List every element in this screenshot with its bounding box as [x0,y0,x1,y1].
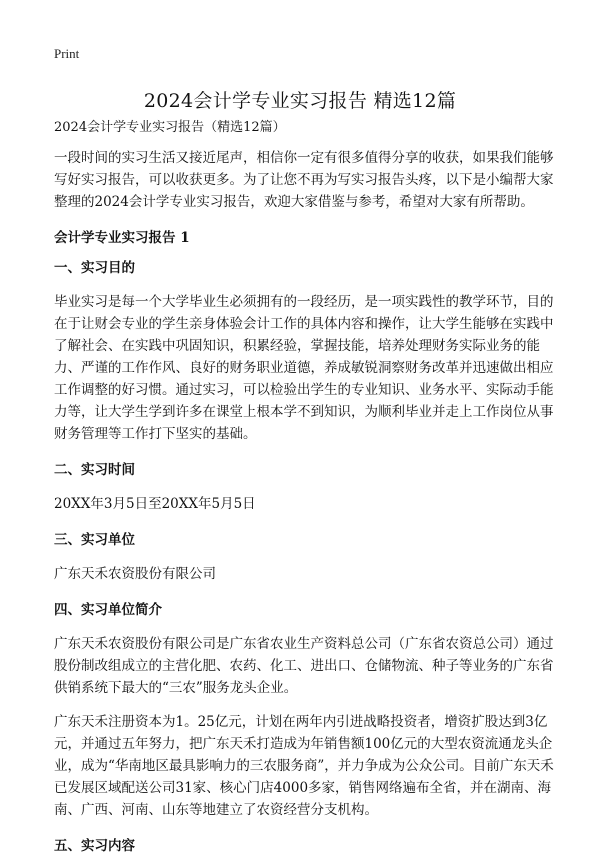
report-heading: 会计学专业实习报告 1 [54,230,190,246]
section-heading-time: 二、实习时间 [54,462,135,478]
print-link[interactable]: Print [54,46,80,61]
section-heading-purpose: 一、实习目的 [54,260,135,276]
section-text-time: 20XX年3月5日至20XX年5月5日 [54,496,256,512]
section-text-unit: 广东天禾农资股份有限公司 [54,566,216,582]
section-heading-company-intro: 四、实习单位简介 [54,602,162,618]
section-heading-content: 五、实习内容 [54,838,135,854]
page-title: 2024会计学专业实习报告 精选12篇 [143,90,457,112]
section-text-company-intro-2: 广东天禾注册资本为1。25亿元，计划在两年内引进战略投资者，增资扩股达到3亿元，并通过五年努力，把广东天禾打造成为年销售额100亿元的大型农资流通龙头企业，成为“华南地区最具影响力的三农服务商”，并力争成为公众公司。目前广东天禾已发展区域配送公司31家、核心门店4000多家，销售网络遍布全省，并在湖南、海南、广西、河南、山东等地建立了农资经营分支机构。 [54,714,554,818]
intro-paragraph: 一段时间的实习生活又接近尾声，相信你一定有很多值得分享的收获，如果我们能够写好实习报告，可以收获更多。为了让您不再为写实习报告头疼，以下是小编帮大家整理的2024会计学专业实习报告，欢迎大家借鉴与参考，希望对大家有所帮助。 [54,150,554,210]
section-text-purpose: 毕业实习是每一个大学毕业生必须拥有的一段经历，是一项实践性的教学环节，目的在于让财会专业的学生亲身体验会计工作的具体内容和操作，让大学生能够在实践中了解社会、在实践中巩固知识，积累经验，掌握技能，培养处理财务实际业务的能力、严谨的工作作风、良好的财务职业道德，养成敏锐洞察财务改革并迅速做出相应工作调整的好习惯。通过实习，可以检验出学生的专业知识、业务水平、实际动手能力等，让大学生学到许多在课堂上根本学不到知识，为顺利毕业并走上工作岗位从事财务管理等工作打下坚实的基础。 [54,294,554,442]
document-subtitle: 2024会计学专业实习报告（精选12篇） [54,120,286,135]
section-heading-unit: 三、实习单位 [54,532,135,548]
document-body [54,117,554,857]
section-text-company-intro-1: 广东天禾农资股份有限公司是广东省农业生产资料总公司（广东省农资总公司）通过股份制改组成立的主营化肥、农药、化工、进出口、仓储物流、种子等业务的广东省供销系统下最大的“三农”服务龙头企业。 [54,636,554,696]
